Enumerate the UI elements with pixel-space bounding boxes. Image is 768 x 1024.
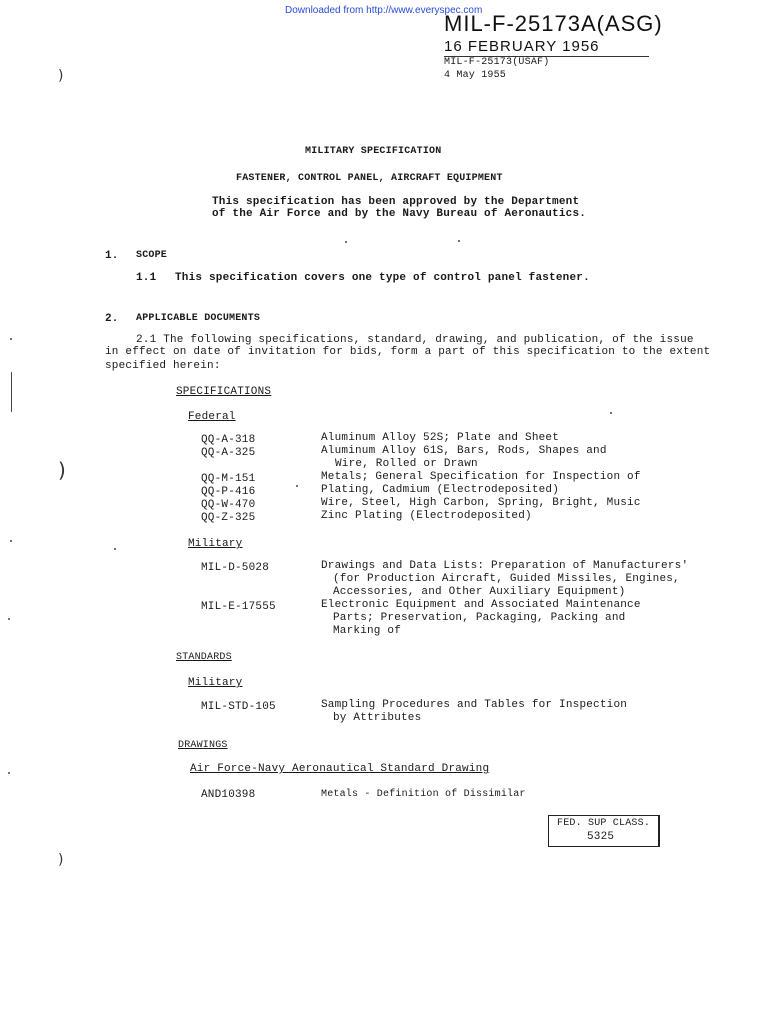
drawing-id-and10398: AND10398	[201, 789, 256, 801]
spec-heading: MILITARY SPECIFICATION	[305, 146, 442, 157]
standard-id-mil-std-105: MIL-STD-105	[201, 701, 276, 713]
drawings-subheading: Air Force-Navy Aeronautical Standard Drawing	[190, 763, 490, 775]
scan-speck	[10, 540, 12, 542]
section-2-number: 2.	[105, 313, 119, 325]
spec-desc-qq-a-325-line-1: Aluminum Alloy 61S, Bars, Rods, Shapes and	[321, 445, 607, 457]
superseded-id: MIL-F-25173(USAF)	[444, 57, 550, 68]
approval-line-2: of the Air Force and by the Navy Bureau of Aeronautics.	[212, 208, 587, 220]
specifications-heading: SPECIFICATIONS	[176, 386, 272, 398]
scan-mark: )	[58, 68, 64, 84]
spec-id-qq-p-416: QQ-P-416	[201, 486, 256, 498]
spec-desc-mil-d-5028-line-1: Drawings and Data Lists: Preparation of Manufacturers'	[321, 560, 689, 572]
scan-mark: )	[58, 458, 66, 482]
spec-desc-qq-a-318: Aluminum Alloy 52S; Plate and Sheet	[321, 432, 560, 444]
spec-id-mil-e-17555: MIL-E-17555	[201, 601, 276, 613]
scan-speck	[8, 772, 10, 774]
superseded-date: 4 May 1955	[444, 70, 507, 81]
spec-id-qq-z-325: QQ-Z-325	[201, 512, 256, 524]
spec-desc-mil-e-17555-line-2: Parts; Preservation, Packaging, Packing and	[333, 612, 626, 624]
spec-id-qq-a-318: QQ-A-318	[201, 434, 256, 446]
scan-speck	[10, 338, 12, 340]
spec-desc-qq-a-325-line-2: Wire, Rolled or Drawn	[335, 458, 478, 470]
section-1-heading: SCOPE	[136, 250, 168, 261]
spec-id-qq-w-470: QQ-W-470	[201, 499, 256, 511]
spec-subject: FASTENER, CONTROL PANEL, AIRCRAFT EQUIPMENT	[236, 173, 503, 184]
spec-id-qq-a-325: QQ-A-325	[201, 447, 256, 459]
spec-desc-qq-m-151: Metals; General Specification for Inspection of	[321, 471, 641, 483]
fed-sup-class-label: FED. SUP CLASS.	[557, 818, 651, 829]
document-id: MIL-F-25173A(ASG)	[444, 11, 663, 36]
scan-speck	[8, 618, 10, 620]
scan-speck	[114, 548, 116, 550]
scan-speck	[296, 485, 298, 487]
approval-line-1: This specification has been approved by the Department	[212, 196, 580, 208]
paragraph-2-1-line-2: in effect on date of invitation for bids, form a part of this specification to the extent	[105, 346, 711, 358]
federal-heading: Federal	[188, 411, 236, 423]
spec-desc-qq-z-325: Zinc Plating (Electrodeposited)	[321, 510, 532, 522]
spec-desc-mil-d-5028-line-3: Accessories, and Other Auxiliary Equipment)	[333, 586, 626, 598]
spec-id-mil-d-5028: MIL-D-5028	[201, 562, 270, 574]
scan-speck	[610, 412, 612, 414]
document-date: 16 FEBRUARY 1956	[444, 38, 600, 55]
paragraph-2-1-line-3: specified herein:	[105, 360, 221, 372]
scan-speck	[345, 241, 347, 243]
paragraph-1-1-number: 1.1	[136, 272, 157, 284]
spec-desc-mil-e-17555-line-3: Marking of	[333, 625, 402, 637]
section-1-number: 1.	[105, 250, 119, 262]
paragraph-2-1-line-1: 2.1 The following specifications, standard, drawing, and publication, of the issue	[136, 334, 694, 346]
spec-desc-qq-w-470: Wire, Steel, High Carbon, Spring, Bright, Music	[321, 497, 641, 509]
drawing-desc: Metals - Definition of Dissimilar	[321, 789, 526, 800]
spec-desc-qq-p-416: Plating, Cadmium (Electrodeposited)	[321, 484, 560, 496]
scan-speck	[458, 240, 460, 242]
drawings-heading: DRAWINGS	[178, 740, 228, 751]
standard-desc-line-1: Sampling Procedures and Tables for Inspection	[321, 699, 628, 711]
spec-id-qq-m-151: QQ-M-151	[201, 473, 256, 485]
military-spec-heading: Military	[188, 538, 243, 550]
spec-desc-mil-d-5028-line-2: (for Production Aircraft, Guided Missiles, Engines,	[333, 573, 680, 585]
military-standards-heading: Military	[188, 677, 243, 689]
section-2-heading: APPLICABLE DOCUMENTS	[136, 313, 261, 324]
download-link[interactable]: Downloaded from http://www.everyspec.com	[285, 5, 483, 16]
fed-sup-class-value: 5325	[587, 831, 615, 843]
scan-mark: )	[58, 852, 64, 868]
fed-sup-class-box	[548, 815, 660, 847]
spec-desc-mil-e-17555-line-1: Electronic Equipment and Associated Maintenance	[321, 599, 641, 611]
paragraph-1-1-text: This specification covers one type of control panel fastener.	[175, 272, 590, 284]
standard-desc-line-2: by Attributes	[333, 712, 422, 724]
standards-heading: STANDARDS	[176, 652, 232, 663]
scan-speck	[11, 372, 12, 412]
